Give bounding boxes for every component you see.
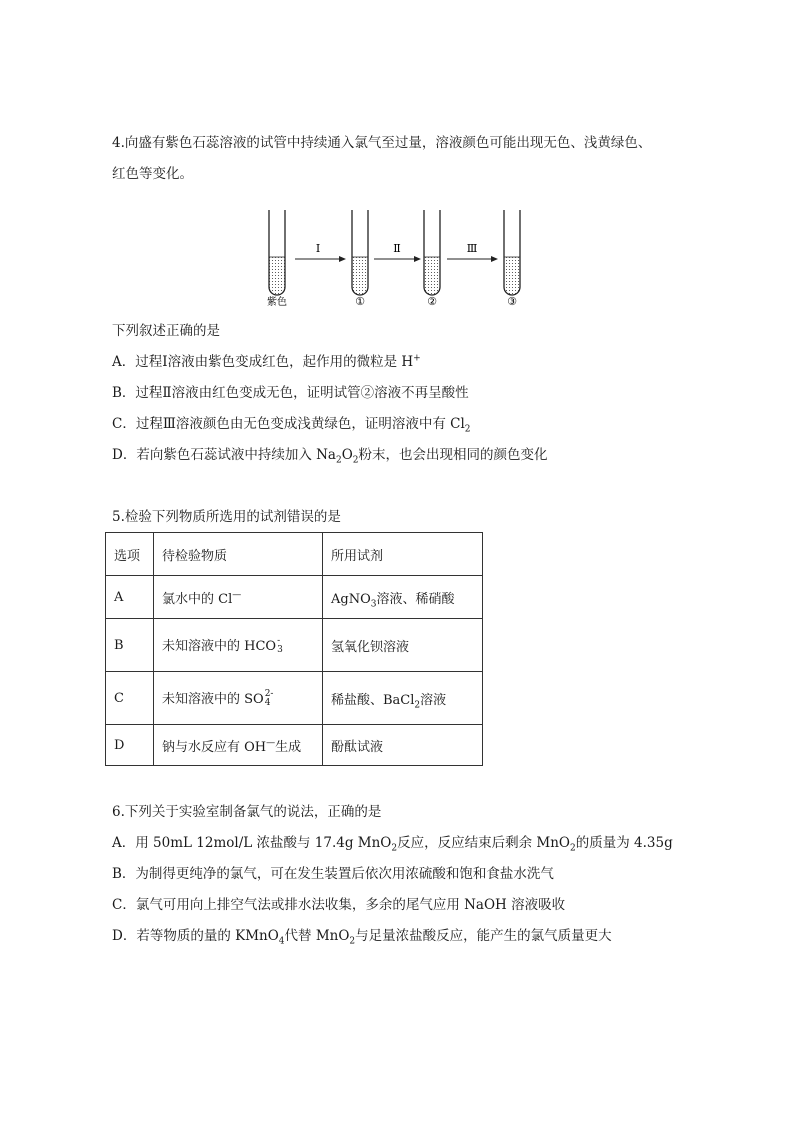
row-substance: 未知溶液中的 HCO - 3 <box>154 619 323 672</box>
row-substance: 钠与水反应有 OH—生成 <box>154 725 323 766</box>
q4-option-c: C．过程Ⅲ溶液颜色由无色变成浅黄绿色，证明溶液中有 $Cl_2$ <box>112 416 471 435</box>
q4-option-a: A．过程Ⅰ溶液由紫色变成红色，起作用的微粒是 H+ <box>112 353 421 370</box>
q4-option-b: B．过程Ⅱ溶液由红色变成无色，证明试管②溶液不再呈酸性 <box>112 385 469 401</box>
table-row <box>106 576 483 619</box>
process-label-3: Ⅲ <box>466 242 478 255</box>
q6-option-c: C．氯气可用向上排空气法或排水法收集，多余的尾气应用 NaOH 溶液吸收 <box>112 897 566 913</box>
tube-label-start: 紫色 <box>267 297 287 308</box>
tube-label-2: ② <box>427 295 437 308</box>
header-option: 选项 <box>106 533 154 576</box>
test-tube-figure <box>250 205 550 310</box>
test-tube-3 <box>504 210 520 295</box>
row-reagent: AgNO$_3$溶液、稀硝酸 <box>323 576 483 619</box>
table-row <box>106 619 483 672</box>
ion-charge: 2- 4 <box>264 689 274 709</box>
table-row <box>106 672 483 725</box>
tube-label-3: ③ <box>507 295 517 308</box>
q6-option-b: B．为制得更纯净的氯气，可在发生装置后依次用浓硫酸和饱和食盐水洗气 <box>112 866 554 882</box>
q5-stem: 5.检验下列物质所选用的试剂错误的是 <box>112 509 341 525</box>
q4-option-d: D．若向紫色石蕊试液中持续加入 $Na_2O_2$粉末，也会出现相同的颜色变化 <box>112 447 548 466</box>
q6-stem: 6.下列关于实验室制备氯气的说法，正确的是 <box>112 804 382 820</box>
header-substance: 待检验物质 <box>154 533 323 576</box>
table-header-row <box>106 533 483 576</box>
row-substance: 未知溶液中的 SO 2- 4 <box>154 672 323 725</box>
q6-option-d: D．若等物质的量的 KMnO$_4$代替 MnO$_2$与足量浓盐酸反应，能产生的氯气质量更大 <box>112 928 612 947</box>
test-tube-2 <box>424 210 440 295</box>
q5-table <box>105 532 483 766</box>
row-reagent: 酚酞试液 <box>323 725 483 766</box>
q4-stem-line2: 红色等变化。 <box>112 166 193 182</box>
tube-label-1: ① <box>355 295 365 308</box>
q4-stem-line1: 4.向盛有紫色石蕊溶液的试管中持续通入氯气至过量，溶液颜色可能出现无色、浅黄绿色、 <box>112 135 652 151</box>
test-tube-start <box>269 210 285 295</box>
q4-prompt: 下列叙述正确的是 <box>112 323 220 339</box>
test-tube-1 <box>352 210 368 295</box>
q6-option-a: A．用 50mL 12mol/L 浓盐酸与 17.4g MnO$_2$反应，反应结束后剩余 MnO$_2$的质量为 4.35g <box>112 835 673 854</box>
header-reagent: 所用试剂 <box>323 533 483 576</box>
row-option: D <box>106 725 154 766</box>
row-reagent: 氢氧化钡溶液 <box>323 619 483 672</box>
process-label-1: Ⅰ <box>315 242 321 255</box>
ion-charge: - 3 <box>277 636 283 656</box>
process-label-2: Ⅱ <box>393 242 401 255</box>
row-option: C <box>106 672 154 725</box>
row-option: A <box>106 576 154 619</box>
row-substance: 氯水中的 Cl— <box>154 576 323 619</box>
table-row <box>106 725 483 766</box>
row-option: B <box>106 619 154 672</box>
row-reagent: 稀盐酸、BaCl$_2$溶液 <box>323 672 483 725</box>
